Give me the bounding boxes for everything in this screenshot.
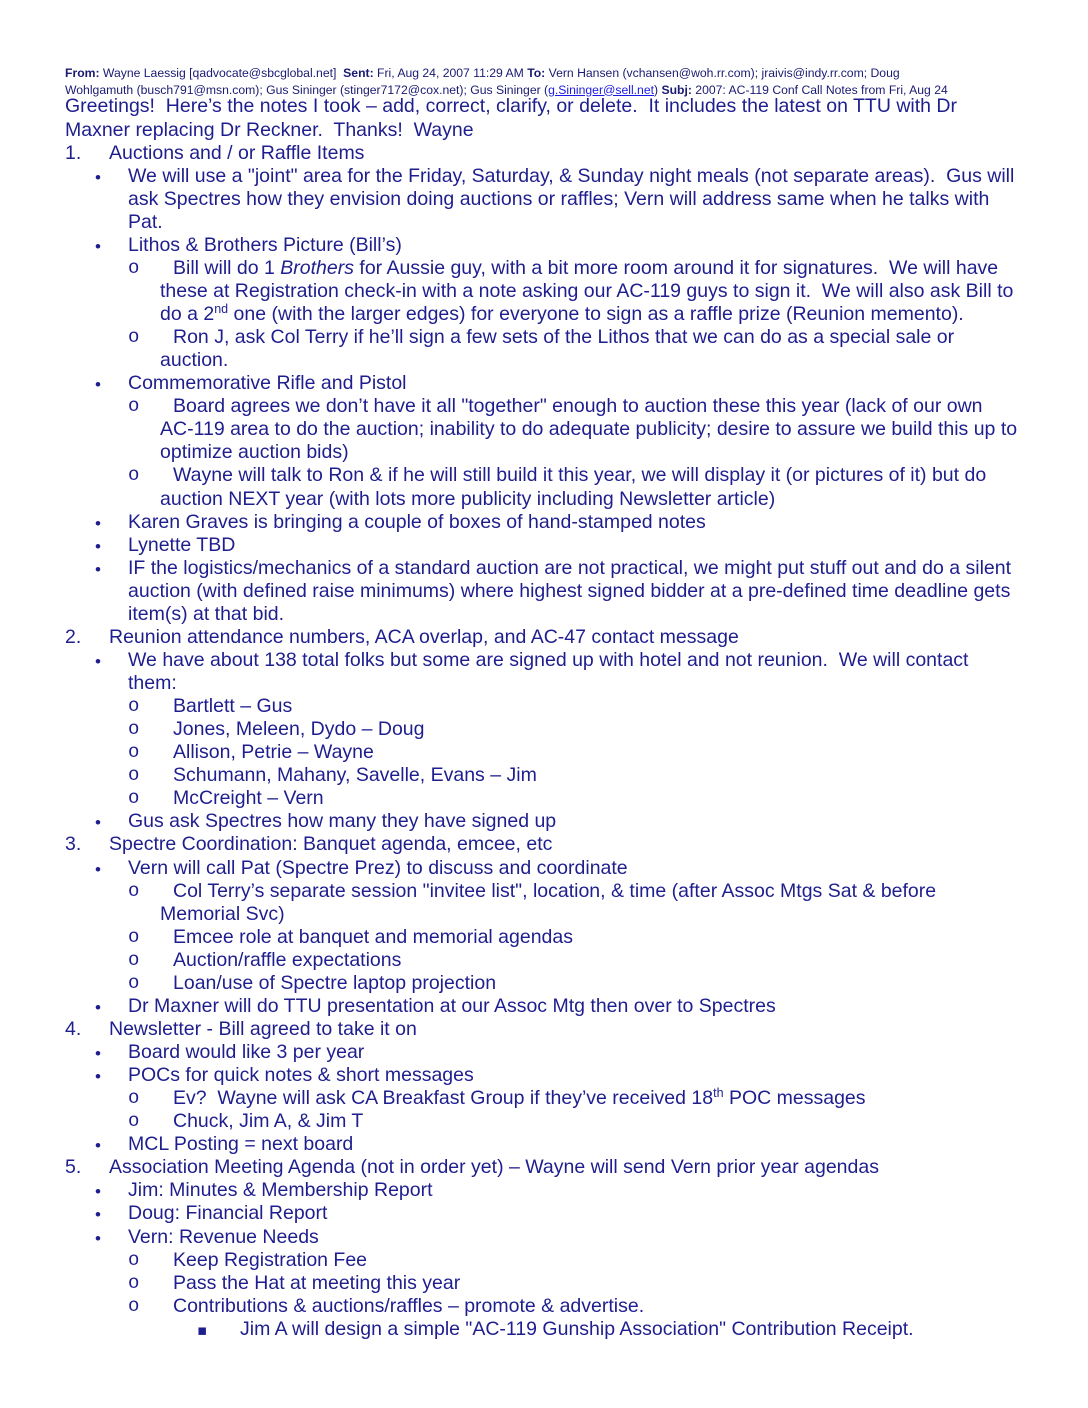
bullet-text: MCL Posting = next board	[128, 1133, 354, 1156]
bullet-marker: •	[95, 1228, 101, 1248]
bullet-text: We will use a "joint" area for the Friday, Saturday, & Sunday night meals (not separate areas). Gus will	[128, 164, 1015, 187]
bullet-text: Gus ask Spectres how many they have signed up	[128, 810, 557, 833]
to-label: To:	[527, 65, 546, 80]
bullet-text: them:	[128, 672, 177, 695]
section-heading	[0, 142, 1088, 165]
bullet-item	[0, 1179, 1088, 1202]
sub-item-text: Ron J, ask Col Terry if he’ll sign a few sets of the Lithos that we can do as a special sale or	[173, 326, 955, 349]
bullet-text: Karen Graves is bringing a couple of boxes of hand-stamped notes	[128, 510, 706, 533]
to-recipients-continued: Wohlgamuth (busch791@msn.com); Gus Sininger (stinger7172@cox.net); Gus Sininger (	[65, 82, 549, 97]
bullet-item	[0, 1133, 1088, 1156]
sub-item-text: optimize auction bids)	[160, 441, 349, 464]
bullet-item	[0, 1041, 1088, 1064]
recipient-email-link[interactable]: g.Sininger@sell.net	[548, 82, 654, 97]
section-title: Auctions and / or Raffle Items	[109, 141, 365, 164]
greeting-text: Maxner replacing Dr Reckner. Thanks! Wayne	[65, 118, 474, 141]
bullet-text: Pat.	[128, 210, 163, 233]
sub-item	[0, 1110, 1088, 1133]
sub-item	[0, 949, 1088, 972]
sub-item	[0, 926, 1088, 949]
bullet-item-continued	[0, 603, 1088, 626]
sub-bullet-marker: o	[128, 464, 140, 487]
sub-bullet-marker: o	[128, 948, 140, 971]
sub-item	[0, 741, 1088, 764]
text-segment: for Aussie guy, with a bit more room around it for signatures. We will have	[354, 256, 999, 279]
section-title: Newsletter - Bill agreed to take it on	[109, 1017, 417, 1040]
sub-item	[0, 1249, 1088, 1272]
sub-item-text: Jones, Meleen, Dydo – Doug	[173, 718, 425, 741]
sub-bullet-marker: o	[128, 395, 140, 418]
bullet-item	[0, 534, 1088, 557]
sub-item	[0, 395, 1088, 418]
sub-item-text: Memorial Svc)	[160, 902, 285, 925]
sub-item	[0, 257, 1088, 280]
sub-item	[0, 695, 1088, 718]
sub-bullet-marker: o	[128, 925, 140, 948]
sent-label: Sent:	[343, 65, 374, 80]
sub-item-continued	[0, 488, 1088, 511]
sub-item-text: Schumann, Mahany, Savelle, Evans – Jim	[173, 764, 537, 787]
subject-label: Subj:	[661, 82, 692, 97]
sub-bullet-marker: o	[128, 1294, 140, 1317]
sub-item-text: McCreight – Vern	[173, 787, 324, 810]
sub-bullet-marker: o	[128, 695, 140, 718]
section-number: 3.	[65, 833, 82, 856]
sub-item-text: Chuck, Jim A, & Jim T	[173, 1110, 364, 1133]
sub-item	[0, 718, 1088, 741]
sub-item-text: AC-119 area to do the auction; inability to do adequate publicity; desire to assure we build this up to	[160, 418, 1018, 441]
sub-bullet-marker: o	[128, 1248, 140, 1271]
sub-item-text: Bartlett – Gus	[173, 695, 293, 718]
sub-bullet-marker: o	[128, 1110, 140, 1133]
sub-item-text: Col Terry’s separate session "invitee list", location, & time (after Assoc Mtgs Sat & before	[173, 879, 937, 902]
bullet-item-continued	[0, 188, 1088, 211]
sent-value: Fri, Aug 24, 2007 11:29 AM	[373, 65, 528, 80]
text-segment: POC messages	[723, 1087, 866, 1110]
bullet-item	[0, 857, 1088, 880]
sub-item	[0, 1087, 1088, 1110]
sub-item	[0, 787, 1088, 810]
bullet-marker: •	[95, 167, 101, 187]
sub-item-continued	[0, 303, 1088, 326]
sub-bullet-marker: o	[128, 718, 140, 741]
section-title: Spectre Coordination: Banquet agenda, emcee, etc	[109, 833, 553, 856]
bullet-text: We have about 138 total folks but some are signed up with hotel and not reunion. We will contact	[128, 648, 969, 671]
email-header-line	[65, 65, 948, 82]
ordinal-superscript: nd	[214, 302, 229, 317]
sub-item-text: these at Registration check-in with a note asking our AC-119 guys to sign it. We will also ask Bill to	[160, 279, 1014, 302]
sub-item-text: Emcee role at banquet and memorial agendas	[173, 925, 573, 948]
subject-value: 2007: AC-119 Conf Call Notes from Fri, Aug 24	[691, 82, 948, 97]
sub-item	[0, 1295, 1088, 1318]
bullet-marker: •	[95, 559, 101, 579]
bullet-item	[0, 995, 1088, 1018]
bullet-item	[0, 1202, 1088, 1225]
bullet-item-continued	[0, 211, 1088, 234]
section-number: 2.	[65, 625, 82, 648]
bullet-marker: •	[95, 375, 101, 395]
bullet-item-continued	[0, 580, 1088, 603]
sub-item	[0, 326, 1088, 349]
bullet-text: ask Spectres how they envision doing auctions or raffles; Vern will address same when he talks with	[128, 187, 990, 210]
to-recipients-end: )	[654, 82, 662, 97]
square-bullet-marker: ▪	[197, 1320, 208, 1339]
sub-item-text	[173, 1087, 866, 1109]
sub-sub-item-text: Jim A will design a simple "AC-119 Gunship Association" Contribution Receipt.	[240, 1317, 914, 1340]
sub-item	[0, 972, 1088, 995]
bullet-item	[0, 372, 1088, 395]
sub-item-text: Board agrees we don’t have it all "together" enough to auction these this year (lack of our own	[173, 395, 983, 418]
bullet-text: auction (with defined raise minimums) where highest signed bidder at a pre-defined time deadline gets	[128, 579, 1011, 602]
bullet-marker: •	[95, 997, 101, 1017]
italic-title: Brothers	[280, 256, 354, 279]
bullet-text: Doug: Financial Report	[128, 1202, 328, 1225]
bullet-marker: •	[95, 1044, 101, 1064]
bullet-marker: •	[95, 1067, 101, 1087]
sub-item	[0, 764, 1088, 787]
ordinal-superscript: th	[713, 1086, 724, 1101]
greeting-text: Greetings! Here’s the notes I took – add, correct, clarify, or delete. It includes the latest on TTU with Dr	[65, 95, 957, 118]
bullet-marker: •	[95, 1182, 101, 1202]
text-segment: do a 2	[160, 303, 215, 326]
sub-item-text: Auction/raffle expectations	[173, 948, 402, 971]
sub-item	[0, 464, 1088, 487]
section-number: 1.	[65, 141, 82, 164]
bullet-marker: •	[95, 859, 101, 879]
sub-item-continued	[0, 441, 1088, 464]
bullet-item	[0, 165, 1088, 188]
sub-bullet-marker: o	[128, 764, 140, 787]
bullet-text: Lynette TBD	[128, 533, 236, 556]
text-segment: one (with the larger edges) for everyone to sign as a raffle prize (Reunion memento).	[228, 303, 964, 326]
bullet-text: item(s) at that bid.	[128, 602, 285, 625]
section-number: 5.	[65, 1156, 82, 1179]
sub-item-text	[160, 303, 964, 325]
sub-item-continued	[0, 903, 1088, 926]
section-heading	[0, 833, 1088, 856]
sub-item-continued	[0, 280, 1088, 303]
sub-bullet-marker: o	[128, 787, 140, 810]
sub-item-text: auction NEXT year (with lots more publicity including Newsletter article)	[160, 487, 776, 510]
sub-item-text: Contributions & auctions/raffles – promote & advertise.	[173, 1294, 645, 1317]
text-segment: Ev? Wayne will ask CA Breakfast Group if they’ve received 18	[173, 1087, 714, 1110]
bullet-item	[0, 810, 1088, 833]
bullet-text: Board would like 3 per year	[128, 1041, 365, 1064]
sub-item-text: Wayne will talk to Ron & if he will still build it this year, we will display it (or pictures of it) but do	[173, 464, 987, 487]
sub-item	[0, 880, 1088, 903]
text-segment: Bill will do 1	[173, 256, 281, 279]
from-label: From:	[65, 65, 100, 80]
bullet-text: Lithos & Brothers Picture (Bill’s)	[128, 233, 402, 256]
sub-sub-item	[0, 1318, 1088, 1341]
email-header	[65, 65, 948, 99]
bullet-marker: •	[95, 513, 101, 533]
bullet-item	[0, 234, 1088, 257]
section-heading	[0, 626, 1088, 649]
bullet-marker: •	[95, 236, 101, 256]
section-heading	[0, 1018, 1088, 1041]
sub-bullet-marker: o	[128, 256, 140, 279]
section-title: Reunion attendance numbers, ACA overlap, and AC-47 contact message	[109, 625, 739, 648]
sub-item-text: Pass the Hat at meeting this year	[173, 1271, 461, 1294]
bullet-item	[0, 1226, 1088, 1249]
sub-bullet-marker: o	[128, 879, 140, 902]
sub-item-text: auction.	[160, 349, 229, 372]
sub-item-text: Loan/use of Spectre laptop projection	[173, 971, 497, 994]
bullet-item	[0, 557, 1088, 580]
bullet-item	[0, 1064, 1088, 1087]
section-heading	[0, 1156, 1088, 1179]
sub-item-text	[173, 257, 998, 279]
bullet-text: POCs for quick notes & short messages	[128, 1064, 474, 1087]
bullet-marker: •	[95, 651, 101, 671]
sub-bullet-marker: o	[128, 1087, 140, 1110]
to-recipients: Vern Hansen (vchansen@woh.rr.com); jraivis@indy.rr.com; Doug	[545, 65, 900, 80]
bullet-item	[0, 511, 1088, 534]
bullet-marker: •	[95, 813, 101, 833]
sub-bullet-marker: o	[128, 971, 140, 994]
notes-body	[0, 95, 1088, 1340]
section-number: 4.	[65, 1017, 82, 1040]
sub-item-text: Keep Registration Fee	[173, 1248, 368, 1271]
bullet-text: Vern will call Pat (Spectre Prez) to discuss and coordinate	[128, 856, 628, 879]
greeting-line	[0, 119, 1088, 142]
bullet-marker: •	[95, 536, 101, 556]
bullet-item-continued	[0, 672, 1088, 695]
sub-item	[0, 1272, 1088, 1295]
sub-bullet-marker: o	[128, 1271, 140, 1294]
bullet-text: Commemorative Rifle and Pistol	[128, 372, 407, 395]
from-value: Wayne Laessig [qadvocate@sbcglobal.net]	[99, 65, 344, 80]
sub-bullet-marker: o	[128, 326, 140, 349]
bullet-marker: •	[95, 1205, 101, 1225]
bullet-marker: •	[95, 1136, 101, 1156]
bullet-text: Vern: Revenue Needs	[128, 1225, 319, 1248]
sub-item-continued	[0, 418, 1088, 441]
section-title: Association Meeting Agenda (not in order yet) – Wayne will send Vern prior year agendas	[109, 1156, 879, 1179]
bullet-text: IF the logistics/mechanics of a standard auction are not practical, we might put stuff out and do a silent	[128, 556, 1012, 579]
bullet-text: Dr Maxner will do TTU presentation at our Assoc Mtg then over to Spectres	[128, 994, 776, 1017]
bullet-text: Jim: Minutes & Membership Report	[128, 1179, 433, 1202]
bullet-item	[0, 649, 1088, 672]
sub-item-continued	[0, 349, 1088, 372]
sub-item-text: Allison, Petrie – Wayne	[173, 741, 374, 764]
sub-bullet-marker: o	[128, 741, 140, 764]
greeting-line	[0, 95, 1088, 118]
